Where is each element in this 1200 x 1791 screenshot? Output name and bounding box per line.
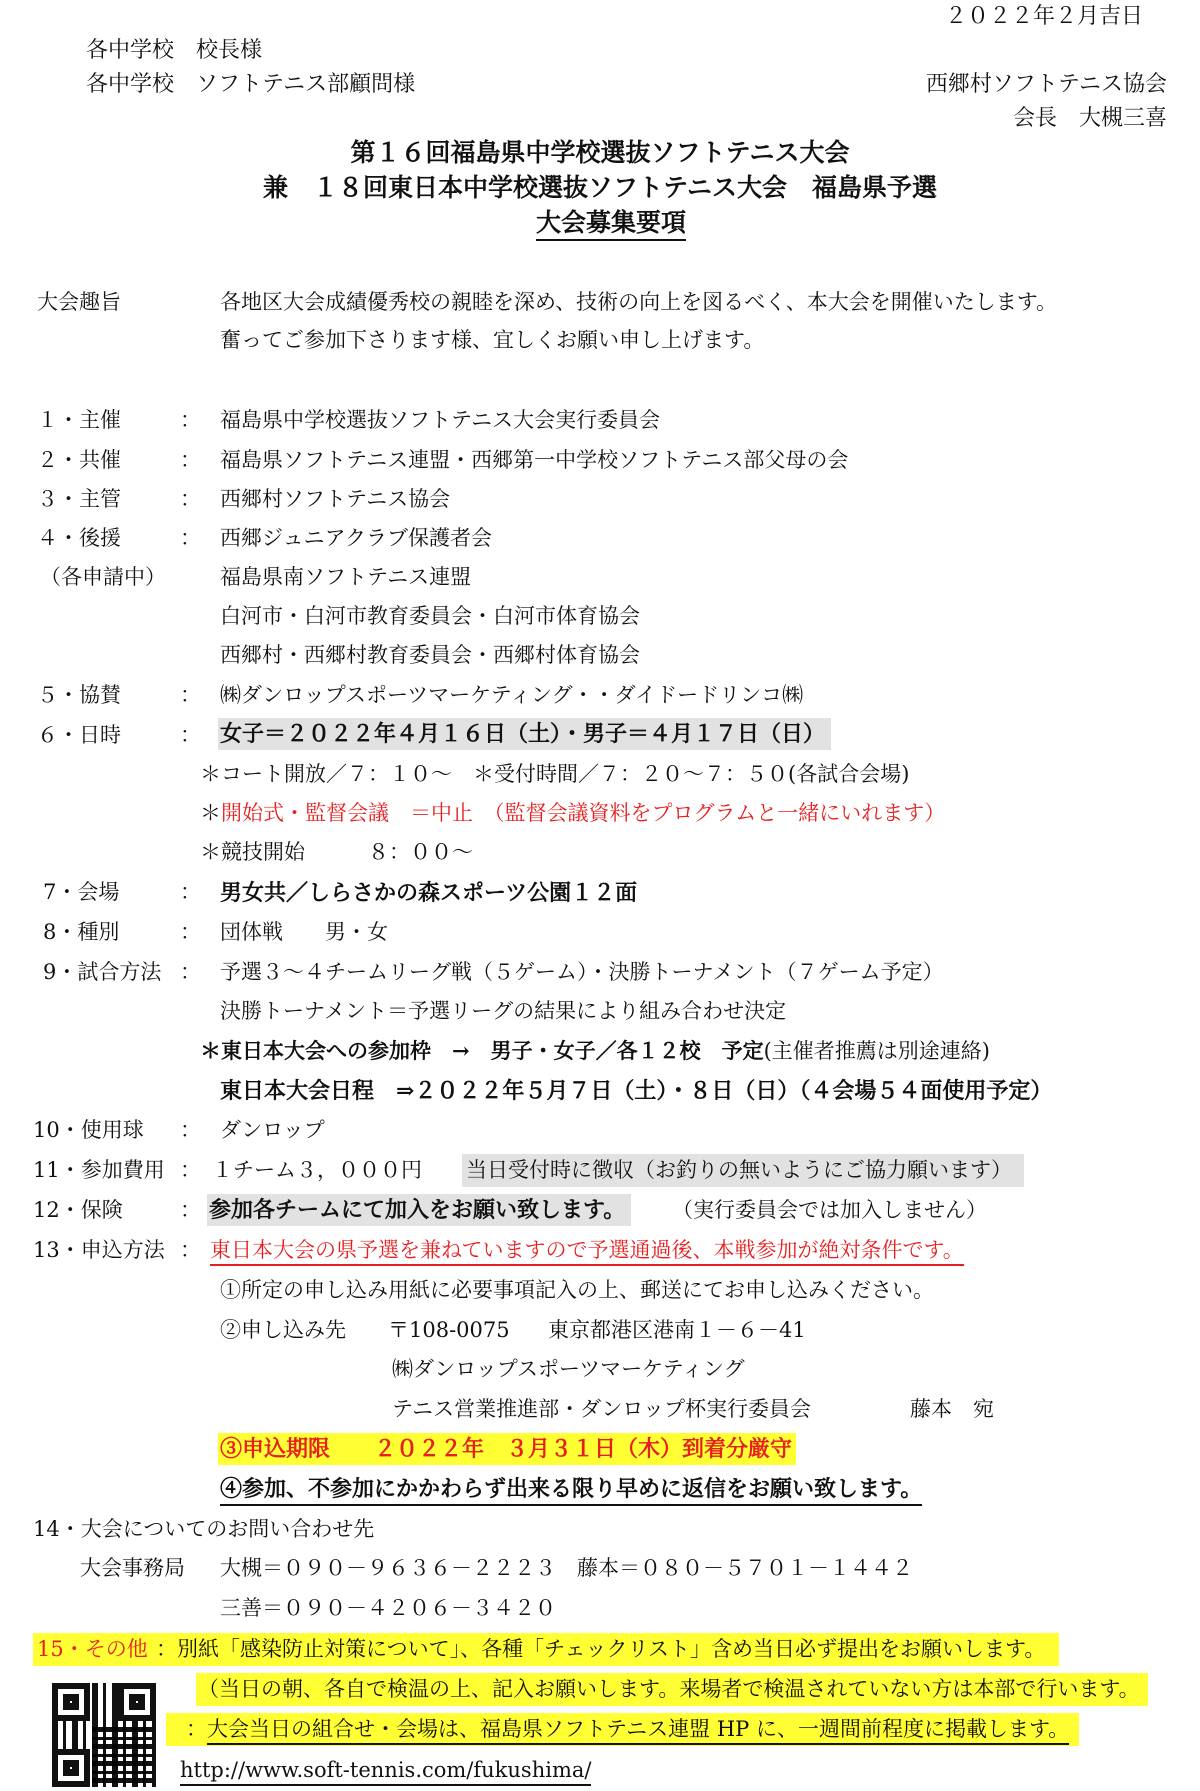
- item-label: 7・会場: [43, 880, 120, 904]
- item-colon: ：: [180, 1158, 201, 1182]
- qr-code-pattern: [92, 1723, 152, 1783]
- ball-value: ダンロップ: [220, 1118, 325, 1142]
- support-value: 西郷ジュニアクラブ保護者会: [220, 526, 492, 550]
- qr-code-finder: [52, 1749, 90, 1787]
- item-label: 13・申込方法: [33, 1238, 165, 1262]
- application-step2-label: ②申し込み先: [220, 1318, 346, 1342]
- insurance-note: （実行委員会では加入しません）: [672, 1198, 987, 1222]
- support-value: 白河市・白河市教育委員会・白河市体育協会: [220, 604, 640, 628]
- meeting-cancelled: 開始式・監督会議 ＝中止 （監督会議資料をプログラムと一緒にいれます）: [221, 801, 946, 825]
- inquiry-label: 14・大会についてのお問い合わせ先: [33, 1517, 375, 1541]
- item-label: １・主催: [37, 408, 121, 432]
- item-label: ５・協賛: [37, 683, 121, 707]
- item-colon: ：: [180, 1198, 201, 1222]
- postal-code: 〒108-0075: [388, 1318, 510, 1342]
- east-japan-slots: ＊東日本大会への参加枠 → 男子・女子／各１２校 予定: [200, 1038, 764, 1063]
- contact-person: 藤本 宛: [910, 1397, 994, 1421]
- meeting-star: ＊: [200, 801, 221, 825]
- format-line2: 決勝トーナメント＝予選リーグの結果により組み合わせ決定: [220, 999, 787, 1023]
- item-colon: ：: [180, 487, 201, 511]
- purpose-line1: 各地区大会成績優秀校の親睦を深め、技術の向上を図るべく、本大会を開催いたします。: [220, 290, 1058, 314]
- recipient-advisor: 各中学校 ソフトテニス部顧問様: [86, 72, 416, 97]
- item-colon: ：: [180, 683, 201, 707]
- other-line1: 別紙「感染防止対策について」、各種「チェックリスト」含め当日必ず提出をお願いします。: [177, 1637, 1046, 1661]
- sponsor-value: ㈱ダンロップスポーツマーケティング・・ダイドードリンコ㈱: [220, 683, 804, 707]
- purpose-line2: 奮ってご参加下さります様、宜しくお願い申し上げます。: [220, 328, 765, 352]
- support-value: 福島県南ソフトテニス連盟: [220, 565, 472, 589]
- east-japan-slots-note: (主催者推薦は別途連絡): [763, 1039, 990, 1063]
- item-label: 8・種別: [43, 920, 120, 944]
- title-line2: 兼 １８回東日本中学校選抜ソフトテニス大会 福島県予選: [262, 173, 937, 202]
- inquiry-office: 大会事務局: [80, 1556, 185, 1580]
- inquiry-phone-miyoshi: 三善＝０９０－４２０６－３４２０: [220, 1596, 556, 1620]
- court-open-time: ＊コート開放／７：１０～ ＊受付時間／７：２０～７：５０(各試合会場): [200, 762, 910, 786]
- venue-value: 男女共／しらさかの森スポーツ公園１２面: [220, 880, 638, 906]
- inquiry-phones: 大槻＝０９０－９６３６－２２２３ 藤本＝０８０－５７０１－１４４２: [220, 1556, 913, 1580]
- reply-request: ④参加、不参加にかかわらず出来る限り早めに返信をお願い致します。: [220, 1476, 922, 1506]
- item-colon: ：: [180, 448, 201, 472]
- application-deadline: ③申込期限 ２０２２年 ３月３１日（木）到着分厳守: [218, 1433, 796, 1465]
- company-name: ㈱ダンロップスポーツマーケティング: [392, 1357, 745, 1381]
- item-label: ６・日時: [37, 723, 121, 747]
- item-label: ２・共催: [37, 448, 121, 472]
- category-value: 団体戦 男・女: [220, 920, 388, 944]
- east-japan-schedule: 東日本大会日程 ⇒２０２２年５月７日（土）・８日（日）（４会場５４面使用予定）: [220, 1078, 1053, 1104]
- item-colon: ：: [180, 1238, 201, 1262]
- format-line1: 予選３～４チームリーグ戦（５ゲーム）・決勝トーナメント（７ゲーム予定）: [220, 960, 944, 984]
- item-colon: ：: [180, 880, 201, 904]
- item-colon: ：: [180, 526, 201, 550]
- item-label: 11・参加費用: [33, 1158, 165, 1182]
- competition-start: ＊競技開始 ８：００～: [200, 840, 473, 864]
- other-line3: 大会当日の組合せ・会場は、福島県ソフトテニス連盟 HP に、一週間前程度に掲載します。: [207, 1717, 1069, 1745]
- item-colon: ：: [180, 1118, 201, 1142]
- item-label: ４・後援: [37, 526, 121, 550]
- cosponsor-value: 福島県ソフトテニス連盟・西郷第一中学校ソフトテニス部父母の会: [220, 448, 849, 472]
- recipient-principal: 各中学校 校長様: [86, 38, 263, 63]
- department: テニス営業推進部・ダンロップ杯実行委員会: [392, 1397, 811, 1421]
- item-label: ３・主管: [37, 487, 121, 511]
- item-colon: ：: [180, 960, 201, 984]
- datetime-value: 女子＝２０２２年４月１６日（土）・男子＝４月１７日（日）: [218, 718, 831, 750]
- fee-value: １チーム３，０００円: [212, 1158, 422, 1182]
- sender-person: 会長 大槻三喜: [1012, 106, 1167, 131]
- other-label: 15・その他: [33, 1633, 152, 1666]
- item-label: 10・使用球: [33, 1118, 144, 1142]
- federation-url[interactable]: http://www.soft-tennis.com/fukushima/: [180, 1758, 591, 1786]
- manager-value: 西郷村ソフトテニス協会: [220, 487, 451, 511]
- title-line1: 第１６回福島県中学校選抜ソフトテニス大会: [350, 138, 850, 167]
- qr-code[interactable]: [52, 1683, 156, 1787]
- application-step1: ①所定の申し込み用紙に必要事項記入の上、郵送にてお申し込みください。: [220, 1278, 934, 1302]
- item-colon: ：: [180, 723, 201, 747]
- item-label: 9・試合方法: [43, 960, 162, 984]
- other-colon: ：: [156, 1637, 177, 1661]
- other-line3-colon: ：: [186, 1717, 207, 1741]
- item-colon: ：: [180, 408, 201, 432]
- sender-org: 西郷村ソフトテニス協会: [925, 72, 1167, 97]
- qualification-warning: 東日本大会の県予選を兼ねていますので予選通過後、本戦参加が絶対条件です。: [210, 1238, 964, 1266]
- address: 東京都港区港南１－６－41: [548, 1318, 806, 1342]
- purpose-label: 大会趣旨: [37, 290, 121, 314]
- insurance-value: 参加各チームにて加入をお願い致します。: [207, 1194, 631, 1226]
- page-title: 大会募集要項: [536, 208, 686, 241]
- other-line2: （当日の朝、各自で検温の上、記入お願いします。来場者で検温されていない方は本部で行います。: [196, 1673, 1148, 1706]
- issue-date: ２０２２年２月吉日: [945, 4, 1144, 29]
- item-colon: ：: [180, 920, 201, 944]
- support-note: （各申請中）: [40, 565, 166, 589]
- item-label: 12・保険: [33, 1198, 123, 1222]
- organizer-value: 福島県中学校選抜ソフトテニス大会実行委員会: [220, 408, 661, 432]
- fee-note: 当日受付時に徴収（お釣りの無いようにご協力願います）: [462, 1154, 1024, 1187]
- support-value: 西郷村・西郷村教育委員会・西郷村体育協会: [220, 643, 640, 667]
